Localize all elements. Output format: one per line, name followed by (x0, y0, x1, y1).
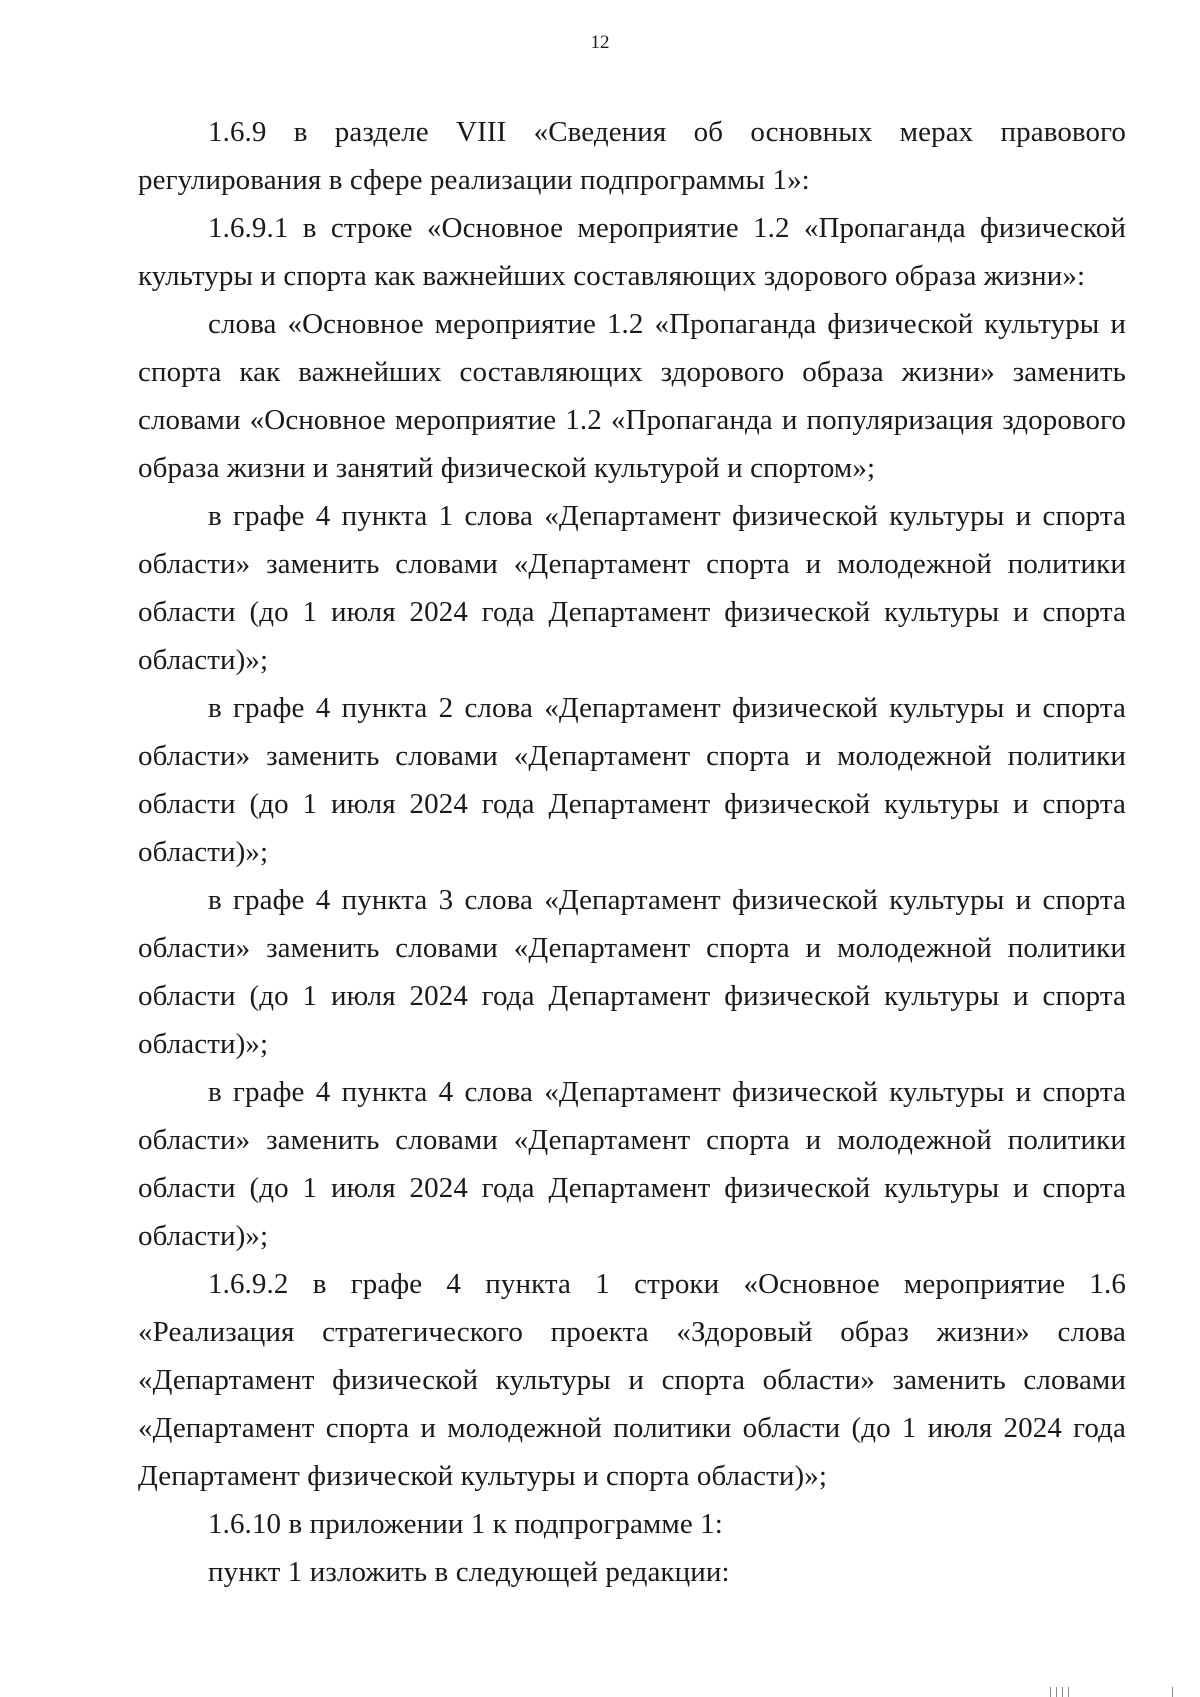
paragraph-1-6-9: 1.6.9 в разделе VIII «Сведения об основных мерах правового регулирования в сфере реализации подпрограммы 1»: (138, 116, 1126, 196)
document-body (138, 108, 1126, 1596)
scan-artifact-mark (1068, 1687, 1069, 1697)
paragraph-words-replacement: слова «Основное мероприятие 1.2 «Пропаганда физической культуры и спорта как важнейших составляющих здорового образа жизни» заменить словами «Основное мероприятие 1.2 «Пропаганда и популяризация здорового образа жизни и занятий физической культурой и спортом»; (138, 308, 1126, 484)
paragraph-1-6-9-2: 1.6.9.2 в графе 4 пункта 1 строки «Основное мероприятие 1.6 «Реализация стратегического проекта «Здоровый образ жизни» слова «Департамент физической культуры и спорта области» заменить словами «Департамент спорта и молодежной политики области (до 1 июля 2024 года Департамент физической культуры и спорта области)»; (138, 1268, 1126, 1492)
scan-artifact-mark (1172, 1687, 1173, 1697)
paragraph-column-4-item-1: в графе 4 пункта 1 слова «Департамент физической культуры и спорта области» заменить словами «Департамент спорта и молодежной политики области (до 1 июля 2024 года Департамент физической культуры и спорта области)»; (138, 500, 1126, 676)
scan-artifact-mark (1062, 1687, 1063, 1697)
scan-artifact-mark (1050, 1687, 1051, 1697)
paragraph-column-4-item-2: в графе 4 пункта 2 слова «Департамент физической культуры и спорта области» заменить словами «Департамент спорта и молодежной политики области (до 1 июля 2024 года Департамент физической культуры и спорта области)»; (138, 692, 1126, 868)
scan-artifact-mark (1056, 1687, 1057, 1697)
paragraph-column-4-item-4: в графе 4 пункта 4 слова «Департамент физической культуры и спорта области» заменить словами «Департамент спорта и молодежной политики области (до 1 июля 2024 года Департамент физической культуры и спорта области)»; (138, 1076, 1126, 1252)
page-number: 12 (590, 32, 610, 53)
paragraph-item-1-new-wording: пункт 1 изложить в следующей редакции: (208, 1556, 730, 1588)
paragraph-1-6-9-1: 1.6.9.1 в строке «Основное мероприятие 1.2 «Пропаганда физической культуры и спорта как важнейших составляющих здорового образа жизни»: (138, 212, 1126, 292)
paragraph-column-4-item-3: в графе 4 пункта 3 слова «Департамент физической культуры и спорта области» заменить словами «Департамент спорта и молодежной политики области (до 1 июля 2024 года Департамент физической культуры и спорта области)»; (138, 884, 1126, 1060)
paragraph-1-6-10: 1.6.10 в приложении 1 к подпрограмме 1: (208, 1508, 723, 1540)
